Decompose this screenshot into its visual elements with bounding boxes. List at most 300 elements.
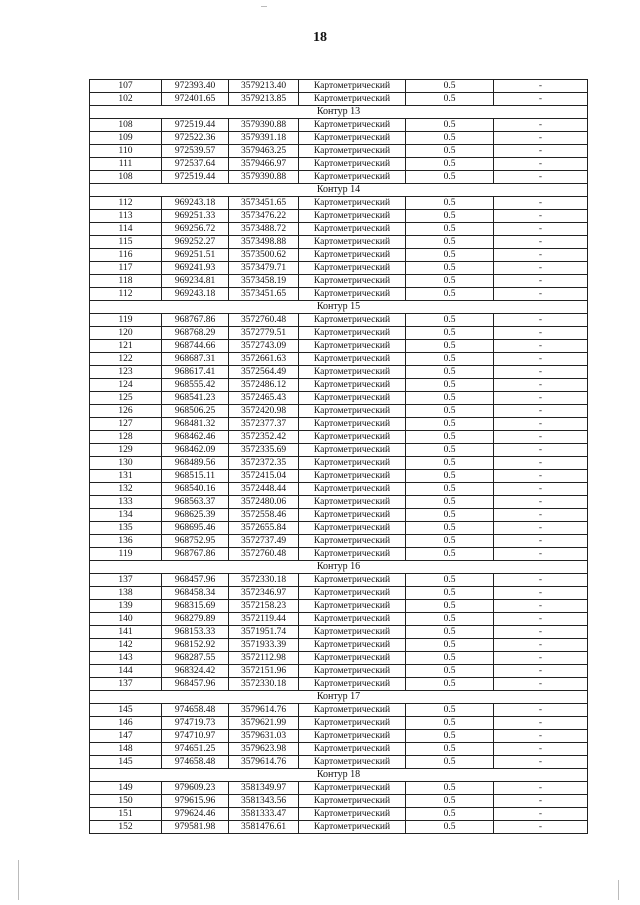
table-row: [90, 496, 588, 509]
x-coordinate-cell: 969241.93: [162, 262, 229, 275]
description-cell: -: [494, 444, 588, 457]
method-cell: Картометрический: [299, 756, 406, 769]
accuracy-cell: 0.5: [406, 730, 494, 743]
y-coordinate-cell: 3572480.06: [229, 496, 299, 509]
description-cell: -: [494, 821, 588, 834]
accuracy-cell: 0.5: [406, 821, 494, 834]
method-cell: Картометрический: [299, 574, 406, 587]
accuracy-cell: 0.5: [406, 327, 494, 340]
contour-header-row: [90, 691, 588, 704]
table-row: [90, 652, 588, 665]
table-row: [90, 249, 588, 262]
description-cell: -: [494, 366, 588, 379]
point-number-cell: 145: [90, 704, 162, 717]
table-row: [90, 457, 588, 470]
y-coordinate-cell: 3581476.61: [229, 821, 299, 834]
accuracy-cell: 0.5: [406, 782, 494, 795]
contour-header-row: [90, 106, 588, 119]
method-cell: Картометрический: [299, 795, 406, 808]
method-cell: Картометрический: [299, 821, 406, 834]
description-cell: -: [494, 132, 588, 145]
accuracy-cell: 0.5: [406, 535, 494, 548]
contour-header-row: [90, 561, 588, 574]
description-cell: -: [494, 665, 588, 678]
point-number-cell: 118: [90, 275, 162, 288]
table-row: [90, 470, 588, 483]
method-cell: Картометрический: [299, 743, 406, 756]
method-cell: Картометрический: [299, 418, 406, 431]
point-number-cell: 123: [90, 366, 162, 379]
method-cell: Картометрический: [299, 223, 406, 236]
table-row: [90, 730, 588, 743]
accuracy-cell: 0.5: [406, 353, 494, 366]
method-cell: Картометрический: [299, 340, 406, 353]
description-cell: -: [494, 613, 588, 626]
accuracy-cell: 0.5: [406, 626, 494, 639]
accuracy-cell: 0.5: [406, 145, 494, 158]
description-cell: -: [494, 678, 588, 691]
y-coordinate-cell: 3572737.49: [229, 535, 299, 548]
y-coordinate-cell: 3579614.76: [229, 756, 299, 769]
accuracy-cell: 0.5: [406, 483, 494, 496]
table-row: [90, 535, 588, 548]
x-coordinate-cell: 968287.55: [162, 652, 229, 665]
y-coordinate-cell: 3573500.62: [229, 249, 299, 262]
y-coordinate-cell: 3572346.97: [229, 587, 299, 600]
description-cell: -: [494, 379, 588, 392]
accuracy-cell: 0.5: [406, 795, 494, 808]
x-coordinate-cell: 969234.81: [162, 275, 229, 288]
point-number-cell: 107: [90, 80, 162, 93]
point-number-cell: 143: [90, 652, 162, 665]
x-coordinate-cell: 972522.36: [162, 132, 229, 145]
method-cell: Картометрический: [299, 405, 406, 418]
x-coordinate-cell: 968481.32: [162, 418, 229, 431]
accuracy-cell: 0.5: [406, 756, 494, 769]
y-coordinate-cell: 3572779.51: [229, 327, 299, 340]
description-cell: -: [494, 587, 588, 600]
table-row: [90, 236, 588, 249]
table-row: [90, 782, 588, 795]
x-coordinate-cell: 972519.44: [162, 171, 229, 184]
description-cell: -: [494, 522, 588, 535]
description-cell: -: [494, 652, 588, 665]
x-coordinate-cell: 969252.27: [162, 236, 229, 249]
x-coordinate-cell: 968687.31: [162, 353, 229, 366]
method-cell: Картометрический: [299, 171, 406, 184]
y-coordinate-cell: 3579631.03: [229, 730, 299, 743]
x-coordinate-cell: 974719.73: [162, 717, 229, 730]
point-number-cell: 131: [90, 470, 162, 483]
table-row: [90, 275, 588, 288]
y-coordinate-cell: 3579391.18: [229, 132, 299, 145]
y-coordinate-cell: 3579390.88: [229, 171, 299, 184]
method-cell: Картометрический: [299, 119, 406, 132]
accuracy-cell: 0.5: [406, 223, 494, 236]
x-coordinate-cell: 968152.92: [162, 639, 229, 652]
accuracy-cell: 0.5: [406, 80, 494, 93]
method-cell: Картометрический: [299, 626, 406, 639]
point-number-cell: 138: [90, 587, 162, 600]
x-coordinate-cell: 979624.46: [162, 808, 229, 821]
description-cell: -: [494, 756, 588, 769]
description-cell: -: [494, 535, 588, 548]
method-cell: Картометрический: [299, 457, 406, 470]
x-coordinate-cell: 968744.66: [162, 340, 229, 353]
x-coordinate-cell: 968315.69: [162, 600, 229, 613]
table-row: [90, 418, 588, 431]
description-cell: -: [494, 483, 588, 496]
method-cell: Картометрический: [299, 314, 406, 327]
method-cell: Картометрический: [299, 444, 406, 457]
y-coordinate-cell: 3571951.74: [229, 626, 299, 639]
x-coordinate-cell: 969251.51: [162, 249, 229, 262]
table-row: [90, 717, 588, 730]
accuracy-cell: 0.5: [406, 392, 494, 405]
description-cell: -: [494, 730, 588, 743]
point-number-cell: 111: [90, 158, 162, 171]
table-row: [90, 665, 588, 678]
accuracy-cell: 0.5: [406, 171, 494, 184]
point-number-cell: 137: [90, 574, 162, 587]
method-cell: Картометрический: [299, 535, 406, 548]
table-row: [90, 600, 588, 613]
method-cell: Картометрический: [299, 236, 406, 249]
point-number-cell: 144: [90, 665, 162, 678]
method-cell: Картометрический: [299, 80, 406, 93]
x-coordinate-cell: 969243.18: [162, 197, 229, 210]
x-coordinate-cell: 968489.56: [162, 457, 229, 470]
description-cell: -: [494, 548, 588, 561]
point-number-cell: 141: [90, 626, 162, 639]
description-cell: -: [494, 795, 588, 808]
table-row: [90, 613, 588, 626]
x-coordinate-cell: 968625.39: [162, 509, 229, 522]
accuracy-cell: 0.5: [406, 509, 494, 522]
method-cell: Картометрический: [299, 262, 406, 275]
x-coordinate-cell: 979615.96: [162, 795, 229, 808]
scan-speck: [618, 880, 619, 900]
point-number-cell: 121: [90, 340, 162, 353]
x-coordinate-cell: 979581.98: [162, 821, 229, 834]
point-number-cell: 114: [90, 223, 162, 236]
y-coordinate-cell: 3573451.65: [229, 288, 299, 301]
x-coordinate-cell: 968462.09: [162, 444, 229, 457]
y-coordinate-cell: 3579621.99: [229, 717, 299, 730]
method-cell: Картометрический: [299, 639, 406, 652]
description-cell: -: [494, 197, 588, 210]
scan-speck: [18, 860, 19, 900]
y-coordinate-cell: 3572564.49: [229, 366, 299, 379]
y-coordinate-cell: 3573488.72: [229, 223, 299, 236]
accuracy-cell: 0.5: [406, 587, 494, 600]
description-cell: -: [494, 93, 588, 106]
contour-label: Контур 17: [90, 691, 588, 704]
method-cell: Картометрический: [299, 704, 406, 717]
accuracy-cell: 0.5: [406, 457, 494, 470]
description-cell: -: [494, 808, 588, 821]
point-number-cell: 108: [90, 171, 162, 184]
method-cell: Картометрический: [299, 652, 406, 665]
method-cell: Картометрический: [299, 665, 406, 678]
description-cell: -: [494, 600, 588, 613]
description-cell: -: [494, 717, 588, 730]
accuracy-cell: 0.5: [406, 249, 494, 262]
description-cell: -: [494, 470, 588, 483]
method-cell: Картометрический: [299, 717, 406, 730]
table-row: [90, 704, 588, 717]
accuracy-cell: 0.5: [406, 704, 494, 717]
description-cell: -: [494, 743, 588, 756]
accuracy-cell: 0.5: [406, 132, 494, 145]
method-cell: Картометрический: [299, 288, 406, 301]
point-number-cell: 119: [90, 548, 162, 561]
point-number-cell: 129: [90, 444, 162, 457]
accuracy-cell: 0.5: [406, 522, 494, 535]
point-number-cell: 112: [90, 197, 162, 210]
point-number-cell: 127: [90, 418, 162, 431]
table-row: [90, 743, 588, 756]
point-number-cell: 146: [90, 717, 162, 730]
method-cell: Картометрический: [299, 782, 406, 795]
method-cell: Картометрический: [299, 145, 406, 158]
method-cell: Картометрический: [299, 210, 406, 223]
accuracy-cell: 0.5: [406, 405, 494, 418]
method-cell: Картометрический: [299, 613, 406, 626]
point-number-cell: 128: [90, 431, 162, 444]
accuracy-cell: 0.5: [406, 613, 494, 626]
contour-header-row: [90, 184, 588, 197]
accuracy-cell: 0.5: [406, 496, 494, 509]
point-number-cell: 137: [90, 678, 162, 691]
x-coordinate-cell: 968457.96: [162, 678, 229, 691]
point-number-cell: 135: [90, 522, 162, 535]
description-cell: -: [494, 626, 588, 639]
x-coordinate-cell: 968279.89: [162, 613, 229, 626]
description-cell: -: [494, 392, 588, 405]
description-cell: -: [494, 639, 588, 652]
description-cell: -: [494, 704, 588, 717]
y-coordinate-cell: 3579390.88: [229, 119, 299, 132]
description-cell: -: [494, 171, 588, 184]
description-cell: -: [494, 782, 588, 795]
point-number-cell: 152: [90, 821, 162, 834]
accuracy-cell: 0.5: [406, 275, 494, 288]
table-row: [90, 431, 588, 444]
method-cell: Картометрический: [299, 379, 406, 392]
x-coordinate-cell: 972393.40: [162, 80, 229, 93]
contour-header-row: [90, 769, 588, 782]
x-coordinate-cell: 968458.34: [162, 587, 229, 600]
x-coordinate-cell: 968752.95: [162, 535, 229, 548]
accuracy-cell: 0.5: [406, 93, 494, 106]
accuracy-cell: 0.5: [406, 197, 494, 210]
table-row: [90, 80, 588, 93]
contour-label: Контур 18: [90, 769, 588, 782]
y-coordinate-cell: 3572743.09: [229, 340, 299, 353]
description-cell: -: [494, 327, 588, 340]
method-cell: Картометрический: [299, 496, 406, 509]
accuracy-cell: 0.5: [406, 314, 494, 327]
table-row: [90, 405, 588, 418]
point-number-cell: 150: [90, 795, 162, 808]
y-coordinate-cell: 3572372.35: [229, 457, 299, 470]
description-cell: -: [494, 249, 588, 262]
description-cell: -: [494, 496, 588, 509]
description-cell: -: [494, 340, 588, 353]
accuracy-cell: 0.5: [406, 340, 494, 353]
description-cell: -: [494, 80, 588, 93]
accuracy-cell: 0.5: [406, 574, 494, 587]
x-coordinate-cell: 968515.11: [162, 470, 229, 483]
x-coordinate-cell: 968695.46: [162, 522, 229, 535]
x-coordinate-cell: 972401.65: [162, 93, 229, 106]
y-coordinate-cell: 3573479.71: [229, 262, 299, 275]
point-number-cell: 115: [90, 236, 162, 249]
method-cell: Картометрический: [299, 327, 406, 340]
accuracy-cell: 0.5: [406, 717, 494, 730]
method-cell: Картометрический: [299, 132, 406, 145]
accuracy-cell: 0.5: [406, 119, 494, 132]
table-row: [90, 392, 588, 405]
point-number-cell: 148: [90, 743, 162, 756]
table-row: [90, 548, 588, 561]
x-coordinate-cell: 968555.42: [162, 379, 229, 392]
method-cell: Картометрический: [299, 678, 406, 691]
contour-label: Контур 13: [90, 106, 588, 119]
table-row: [90, 132, 588, 145]
accuracy-cell: 0.5: [406, 600, 494, 613]
y-coordinate-cell: 3572760.48: [229, 314, 299, 327]
x-coordinate-cell: 968767.86: [162, 314, 229, 327]
y-coordinate-cell: 3579623.98: [229, 743, 299, 756]
table-row: [90, 379, 588, 392]
description-cell: -: [494, 210, 588, 223]
y-coordinate-cell: 3573458.19: [229, 275, 299, 288]
point-number-cell: 142: [90, 639, 162, 652]
contour-label: Контур 16: [90, 561, 588, 574]
y-coordinate-cell: 3579213.40: [229, 80, 299, 93]
accuracy-cell: 0.5: [406, 418, 494, 431]
table-row: [90, 119, 588, 132]
description-cell: -: [494, 262, 588, 275]
accuracy-cell: 0.5: [406, 158, 494, 171]
table-row: [90, 262, 588, 275]
table-row: [90, 171, 588, 184]
y-coordinate-cell: 3572558.46: [229, 509, 299, 522]
y-coordinate-cell: 3579213.85: [229, 93, 299, 106]
y-coordinate-cell: 3572352.42: [229, 431, 299, 444]
x-coordinate-cell: 972519.44: [162, 119, 229, 132]
method-cell: Картометрический: [299, 366, 406, 379]
y-coordinate-cell: 3579614.76: [229, 704, 299, 717]
accuracy-cell: 0.5: [406, 639, 494, 652]
accuracy-cell: 0.5: [406, 379, 494, 392]
x-coordinate-cell: 968541.23: [162, 392, 229, 405]
point-number-cell: 120: [90, 327, 162, 340]
description-cell: -: [494, 288, 588, 301]
table-row: [90, 821, 588, 834]
contour-label: Контур 15: [90, 301, 588, 314]
y-coordinate-cell: 3572420.98: [229, 405, 299, 418]
y-coordinate-cell: 3579466.97: [229, 158, 299, 171]
point-number-cell: 102: [90, 93, 162, 106]
y-coordinate-cell: 3571933.39: [229, 639, 299, 652]
table-row: [90, 522, 588, 535]
accuracy-cell: 0.5: [406, 665, 494, 678]
y-coordinate-cell: 3581343.56: [229, 795, 299, 808]
point-number-cell: 122: [90, 353, 162, 366]
table-row: [90, 756, 588, 769]
point-number-cell: 145: [90, 756, 162, 769]
y-coordinate-cell: 3581349.97: [229, 782, 299, 795]
y-coordinate-cell: 3572112.98: [229, 652, 299, 665]
coordinates-table-body: [90, 80, 588, 834]
x-coordinate-cell: 968153.33: [162, 626, 229, 639]
table-row: [90, 639, 588, 652]
accuracy-cell: 0.5: [406, 743, 494, 756]
x-coordinate-cell: 968768.29: [162, 327, 229, 340]
point-number-cell: 133: [90, 496, 162, 509]
table-row: [90, 483, 588, 496]
y-coordinate-cell: 3573498.88: [229, 236, 299, 249]
table-row: [90, 353, 588, 366]
x-coordinate-cell: 974658.48: [162, 756, 229, 769]
table-row: [90, 327, 588, 340]
x-coordinate-cell: 969251.33: [162, 210, 229, 223]
table-row: [90, 288, 588, 301]
method-cell: Картометрический: [299, 275, 406, 288]
method-cell: Картометрический: [299, 600, 406, 613]
y-coordinate-cell: 3581333.47: [229, 808, 299, 821]
accuracy-cell: 0.5: [406, 470, 494, 483]
table-row: [90, 223, 588, 236]
y-coordinate-cell: 3572330.18: [229, 678, 299, 691]
method-cell: Картометрический: [299, 522, 406, 535]
x-coordinate-cell: 968563.37: [162, 496, 229, 509]
table-row: [90, 314, 588, 327]
point-number-cell: 130: [90, 457, 162, 470]
coordinates-table: [89, 79, 588, 834]
y-coordinate-cell: 3572486.12: [229, 379, 299, 392]
accuracy-cell: 0.5: [406, 288, 494, 301]
x-coordinate-cell: 968324.42: [162, 665, 229, 678]
x-coordinate-cell: 972539.57: [162, 145, 229, 158]
table-row: [90, 574, 588, 587]
accuracy-cell: 0.5: [406, 366, 494, 379]
page-number: 18: [313, 30, 327, 45]
accuracy-cell: 0.5: [406, 444, 494, 457]
method-cell: Картометрический: [299, 483, 406, 496]
description-cell: -: [494, 509, 588, 522]
table-row: [90, 587, 588, 600]
point-number-cell: 151: [90, 808, 162, 821]
method-cell: Картометрический: [299, 93, 406, 106]
point-number-cell: 134: [90, 509, 162, 522]
table-row: [90, 197, 588, 210]
method-cell: Картометрический: [299, 197, 406, 210]
table-row: [90, 210, 588, 223]
table-row: [90, 808, 588, 821]
description-cell: -: [494, 275, 588, 288]
accuracy-cell: 0.5: [406, 262, 494, 275]
method-cell: Картометрический: [299, 587, 406, 600]
x-coordinate-cell: 969256.72: [162, 223, 229, 236]
accuracy-cell: 0.5: [406, 236, 494, 249]
y-coordinate-cell: 3572330.18: [229, 574, 299, 587]
description-cell: -: [494, 223, 588, 236]
point-number-cell: 124: [90, 379, 162, 392]
